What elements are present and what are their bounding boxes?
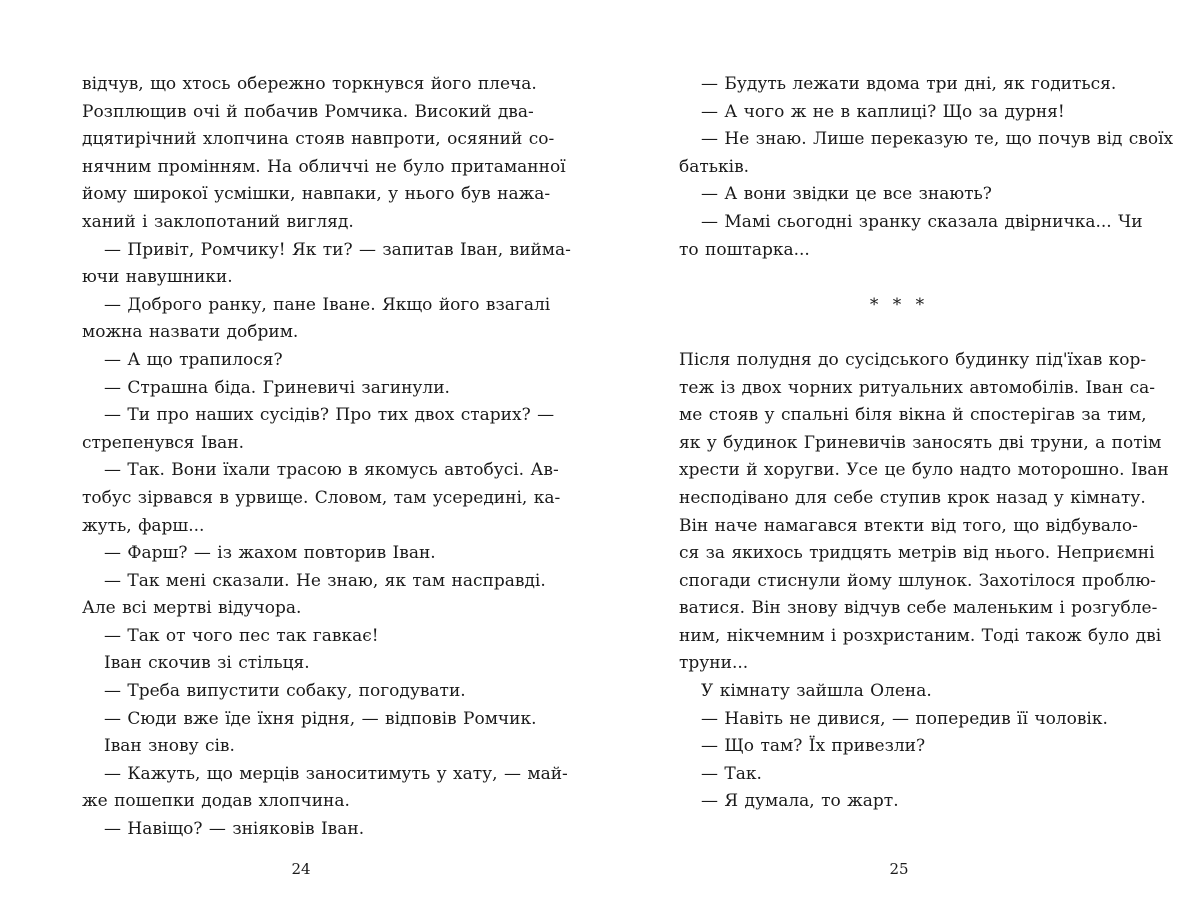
text-line: відчув, що хтось обережно торкнувся його плеча. [82,74,537,94]
text-line: теж із двох чорних ритуальних автомобілів. Іван са- [679,377,1156,398]
text-line: жуть, фарш... [82,515,205,536]
section-separator: * * * [869,294,929,315]
text-line: Розплющив очі й побачив Ромчика. Високий два- [82,101,534,122]
text-line: тобус зірвався в урвище. Словом, там усередині, ка- [82,487,561,508]
text-line: хрести й хоругви. Усе це було надто моторошно. Іван [679,460,1169,481]
page-number: 24 [291,860,311,878]
text-line: спогади стиснули йому шлунок. Захотілося проблю- [679,570,1156,591]
text-line: Після полудня до сусідського будинку під'їхав кор- [679,349,1147,370]
page-number: 25 [889,860,909,878]
text-line: — Так. Вони їхали трасою в якомусь автобусі. Ав- [104,460,559,481]
text-line: як у будинок Гриневичів заносять дві труни, а потім [679,432,1162,453]
right-page [600,0,1200,923]
text-line: батьків. [679,156,750,177]
text-line: Іван знову сів. [104,736,235,757]
text-line: ним, нікчемним і розхристаним. Тоді також було дві [679,625,1162,646]
text-line: — Треба випустити собаку, погодувати. [104,681,466,702]
text-line: — Я думала, то жарт. [701,791,899,812]
text-line: можна назвати добрим. [82,322,299,343]
text-line: Але всі мертві відучора. [82,598,302,619]
text-line: — Що там? Їх привезли? [701,736,926,757]
text-line: ючи навушники. [82,267,233,288]
text-line: же пошепки додав хлопчина. [82,791,350,812]
text-line: У кімнату зайшла Олена. [701,681,932,702]
text-line: — Привіт, Ромчику! Як ти? — запитав Іван, вийма- [104,239,571,260]
text-line: — Навіть не дивися, — попередив її чоловік. [701,708,1108,729]
text-line: дцятирічний хлопчина стояв навпроти, осяяний со- [82,129,555,150]
text-line: — Навіщо? — зніяковів Іван. [104,819,365,840]
text-line: — Кажуть, що мерців заноситимуть у хату, — май- [104,763,568,784]
left-page-text [82,71,571,844]
text-line: труни... [679,653,749,674]
text-line: — Так. [701,763,762,784]
text-line: — Не знаю. Лише переказую те, що почув від своїх [701,129,1174,150]
text-line: Іван скочив зі стільця. [104,653,310,674]
text-line: ханий і заклопотаний вигляд. [82,211,354,232]
text-line: — Ти про наших сусідів? Про тих двох старих? — [104,405,555,426]
text-line: Він наче намагався втекти від того, що відбувало- [679,515,1138,536]
text-line: — Фарш? — із жахом повторив Іван. [104,543,436,564]
text-line: — Будуть лежати вдома три дні, як годиться. [701,74,1117,94]
text-line: йому широкої усмішки, навпаки, у нього був нажа- [82,184,551,205]
text-line: — Мамі сьогодні зранку сказала двірничка... Чи [701,211,1143,232]
blank-line [679,319,1119,347]
text-line: — А що трапилося? [104,349,283,370]
text-line: — Так от чого пес так гавкає! [104,625,379,646]
text-line: — Доброго ранку, пане Іване. Якщо його взагалі [104,294,551,315]
right-page-text [679,71,1174,816]
text-line: ватися. Він знову відчув себе маленьким і розгубле- [679,598,1158,619]
text-line: стрепенувся Іван. [82,432,244,453]
text-line: — А чого ж не в каплиці? Що за дурня! [701,101,1065,122]
text-line: — А вони звідки це все знають? [701,184,992,205]
text-line: нячним промінням. На обличчі не було притаманної [82,156,566,177]
text-line: — Сюди вже їде їхня рідня, — відповів Ромчик. [104,708,537,729]
blank-line [679,264,1119,292]
text-line: — Так мені сказали. Не знаю, як там насправді. [104,570,546,591]
text-line: ся за якихось тридцять метрів від нього. Неприємні [679,543,1155,564]
text-line: несподівано для себе ступив крок назад у кімнату. [679,487,1146,508]
text-line: — Страшна біда. Гриневичі загинули. [104,377,450,398]
text-line: ме стояв у спальні біля вікна й спостерігав за тим, [679,405,1147,426]
text-line: то поштарка... [679,239,810,260]
